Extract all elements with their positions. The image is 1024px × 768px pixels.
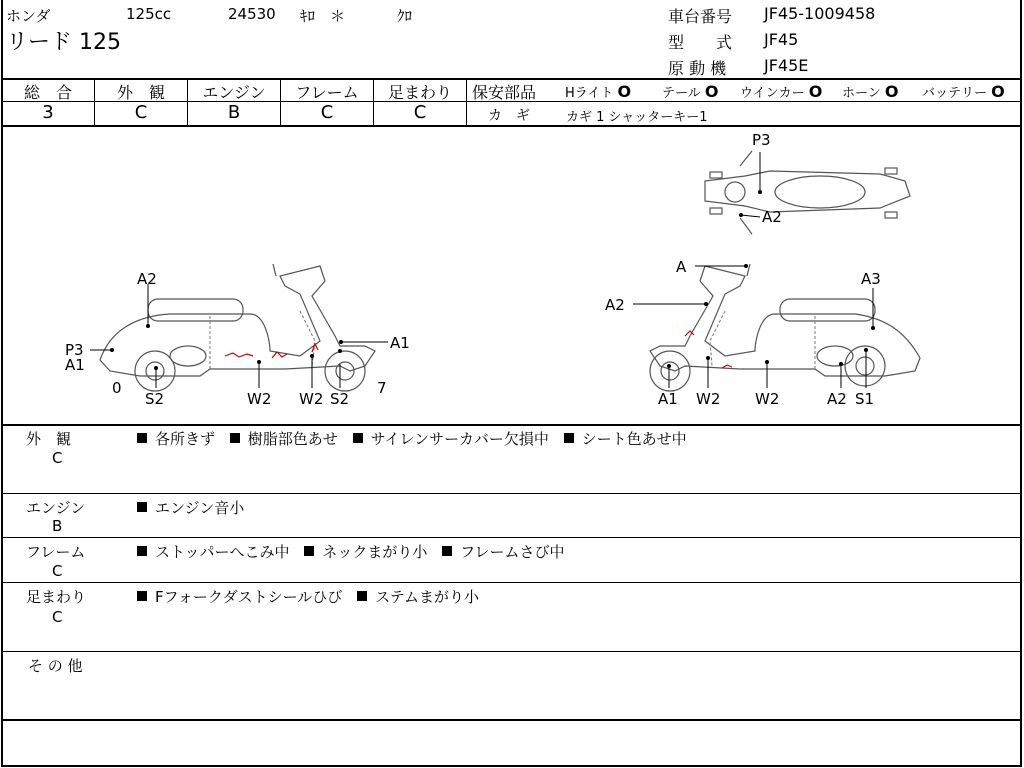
diagram-label: 7 bbox=[377, 379, 387, 397]
diagram-label: S2 bbox=[145, 390, 165, 408]
divider bbox=[1, 719, 1022, 721]
diagram-label: W2 bbox=[755, 390, 780, 408]
diagram-label: P3 bbox=[65, 341, 84, 359]
grade-header-suspension: 足まわり bbox=[387, 83, 452, 102]
engine-value: JF45E bbox=[764, 56, 809, 75]
model-name: リード 125 bbox=[6, 30, 121, 55]
diagram-label: A2 bbox=[827, 390, 847, 408]
grade-total: 3 bbox=[42, 102, 54, 123]
safety-item-winker: ウインカー O bbox=[740, 82, 823, 101]
type-value: JF45 bbox=[764, 30, 799, 49]
frame-no-label: 車台番号 bbox=[668, 7, 733, 26]
grade-suspension: C bbox=[413, 102, 427, 123]
safety-item-headlight: Hライト O bbox=[565, 82, 632, 101]
divider bbox=[1, 493, 1022, 494]
grade-header-engine: エンジン bbox=[202, 83, 266, 102]
diagram-label: A1 bbox=[65, 356, 85, 374]
diagram-label: W2 bbox=[299, 390, 324, 408]
engine-label: 原 動 機 bbox=[668, 59, 727, 78]
diagram-label: S2 bbox=[330, 390, 350, 408]
safety-label: 保安部品 bbox=[472, 83, 537, 102]
note-title-exterior: 外 観 bbox=[26, 430, 72, 448]
note-grade-exterior: C bbox=[52, 449, 63, 467]
divider bbox=[467, 101, 1022, 102]
diagram-label: A2 bbox=[605, 296, 625, 314]
safety-item-horn: ホーン O bbox=[842, 82, 899, 101]
grade-frame: C bbox=[320, 102, 334, 123]
key-label: カ ギ bbox=[488, 108, 530, 124]
safety-item-tail: テール O bbox=[662, 82, 719, 101]
grade-exterior: C bbox=[134, 102, 148, 123]
note-items-engine: エンジン音小 bbox=[137, 497, 254, 518]
diagram-label: S1 bbox=[855, 390, 875, 408]
key-value: カギ 1 シャッターキー1 bbox=[566, 110, 708, 125]
note-items-exterior: 各所きず 樹脂部色あせ サイレンサーカバー欠損中 シート色あせ中 bbox=[137, 428, 697, 449]
diagram-label: 0 bbox=[112, 379, 122, 397]
note-grade-suspension: C bbox=[52, 608, 63, 626]
note-title-engine: エンジン bbox=[26, 499, 86, 517]
note-items-frame: ストッパーへこみ中 ネックまがり小 フレームさび中 bbox=[137, 541, 575, 562]
diagram-label: A2 bbox=[762, 208, 782, 226]
mileage-unit: ｷﾛ bbox=[300, 7, 316, 25]
diagram-label: A1 bbox=[390, 334, 410, 352]
note-title-frame: フレーム bbox=[26, 543, 86, 561]
note-title-suspension: 足まわり bbox=[26, 588, 87, 606]
color: ｸﾛ bbox=[397, 7, 413, 25]
type-label: 型 式 bbox=[668, 33, 733, 52]
displacement: 125cc bbox=[126, 5, 172, 23]
diagram-label: A2 bbox=[137, 270, 157, 288]
maker: ホンダ bbox=[6, 7, 51, 25]
grade-header-exterior: 外 観 bbox=[116, 83, 165, 102]
grade-header-total: 総 合 bbox=[23, 83, 72, 102]
divider bbox=[1, 537, 1022, 538]
divider bbox=[1, 651, 1022, 652]
note-items-suspension: Fフォークダストシールひび ステムまがり小 bbox=[137, 586, 489, 607]
note-title-other: そ の 他 bbox=[28, 657, 83, 675]
grade-header-frame: フレーム bbox=[295, 83, 359, 102]
diagram-label: P3 bbox=[752, 131, 771, 149]
note-grade-engine: B bbox=[52, 517, 63, 535]
diagram-label: A1 bbox=[658, 390, 678, 408]
star-mark: ＊ bbox=[330, 7, 346, 25]
divider bbox=[466, 78, 467, 126]
grade-engine: B bbox=[227, 102, 241, 123]
diagram-label: A3 bbox=[861, 270, 881, 288]
note-grade-frame: C bbox=[52, 562, 63, 580]
diagram-label: W2 bbox=[247, 390, 272, 408]
divider bbox=[1, 424, 1022, 426]
safety-item-battery: バッテリー O bbox=[922, 82, 1005, 101]
frame-no: JF45-1009458 bbox=[764, 4, 876, 23]
diagram-label: W2 bbox=[696, 390, 721, 408]
diagram-label: A bbox=[676, 258, 687, 276]
divider bbox=[1, 582, 1022, 583]
mileage: 24530 bbox=[228, 5, 276, 23]
